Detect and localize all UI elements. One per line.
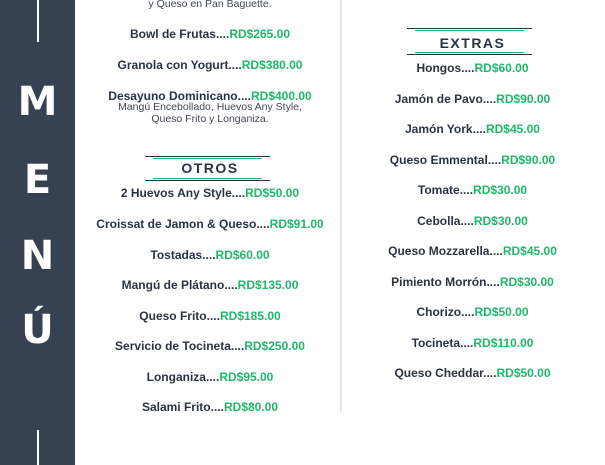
menu-item: Tostadas....RD$60.00	[150, 248, 270, 262]
heading-rule	[407, 54, 532, 55]
menu-item: Pimiento Morrón....RD$30.00	[391, 275, 554, 289]
section-title-extras: EXTRAS	[439, 35, 506, 51]
menu-item: Bowl de Frutas....RD$265.00	[129, 27, 291, 41]
item-price: RD$90.00	[501, 153, 556, 167]
heading-rule-accent	[415, 30, 524, 31]
menu-item: Longaniza....RD$95.00	[146, 370, 274, 384]
item-price: RD$50.00	[245, 186, 300, 200]
menu-item: Jamón York....RD$45.00	[405, 122, 540, 136]
item-price: RD$45.00	[502, 244, 557, 258]
menu-item: Queso Emmental....RD$90.00	[389, 153, 556, 167]
menu-item: Queso Frito....RD$185.00	[139, 309, 281, 323]
sidebar-letter-u: Ú	[21, 307, 54, 353]
item-price: RD$135.00	[237, 278, 299, 292]
item-price: RD$60.00	[215, 248, 270, 262]
item-description: y Queso en Pan Baguette.	[148, 0, 272, 10]
menu-item: Chorizo....RD$50.00	[416, 305, 529, 319]
menu-item: Mangú de Plátano....RD$135.00	[121, 278, 299, 292]
heading-rule-accent	[153, 178, 262, 179]
menu-item: Tomate....RD$30.00	[417, 183, 528, 197]
sidebar-top-line	[37, 0, 39, 42]
item-description: Queso Frito y Longaniza.	[151, 113, 269, 125]
item-price: RD$30.00	[499, 275, 554, 289]
item-price: RD$60.00	[474, 61, 529, 75]
item-description: Mangú Encebollado, Huevos Any Style,	[118, 101, 302, 113]
left-column	[80, 0, 340, 465]
item-price: RD$400.00	[250, 89, 312, 103]
item-price: RD$50.00	[474, 305, 529, 319]
menu-item: Servicio de Tocineta....RD$250.00	[115, 339, 305, 353]
right-column	[345, 0, 600, 465]
sidebar-bottom-line	[37, 430, 39, 465]
item-price: RD$110.00	[473, 336, 534, 350]
menu-item: 2 Huevos Any Style....RD$50.00	[120, 186, 300, 200]
section-title-otros: OTROS	[181, 160, 239, 176]
item-price: RD$91.00	[269, 217, 324, 231]
menu-item: Croissat de Jamon & Queso....RD$91.00	[96, 217, 324, 231]
heading-rule-accent	[153, 158, 262, 159]
column-divider	[340, 0, 342, 412]
item-price: RD$250.00	[244, 339, 305, 353]
item-price: RD$265.00	[229, 27, 291, 41]
item-price: RD$30.00	[473, 214, 528, 228]
menu-item: Desayuno Dominicano....RD$400.00	[108, 89, 312, 103]
heading-rule	[145, 156, 270, 157]
item-price: RD$90.00	[496, 92, 551, 106]
menu-item: Cebolla....RD$30.00	[417, 214, 528, 228]
heading-rule	[407, 28, 532, 29]
heading-rule	[145, 180, 270, 181]
item-price: RD$45.00	[485, 122, 540, 136]
item-price: RD$95.00	[219, 370, 274, 384]
menu-item: Salami Frito....RD$80.00	[141, 400, 279, 414]
menu-item: Tocineta....RD$110.00	[411, 336, 534, 350]
sidebar-letter-e: E	[23, 157, 52, 203]
sidebar-letter-m: M	[17, 79, 58, 125]
menu-sidebar	[0, 0, 75, 465]
item-price: RD$50.00	[496, 366, 551, 380]
item-price: RD$185.00	[219, 309, 281, 323]
heading-rule-accent	[415, 52, 524, 53]
menu-item: Queso Mozzarella....RD$45.00	[388, 244, 557, 258]
menu-item: Jamón de Pavo....RD$90.00	[394, 92, 551, 106]
menu-item: Queso Cheddar....RD$50.00	[394, 366, 551, 380]
menu-item: Hongos....RD$60.00	[416, 61, 529, 75]
item-price: RD$80.00	[223, 400, 279, 414]
sidebar-letter-n: N	[20, 233, 55, 279]
menu-item: Granola con Yogurt....RD$380.00	[117, 58, 303, 72]
item-price: RD$30.00	[473, 183, 528, 197]
item-price: RD$380.00	[241, 58, 303, 72]
